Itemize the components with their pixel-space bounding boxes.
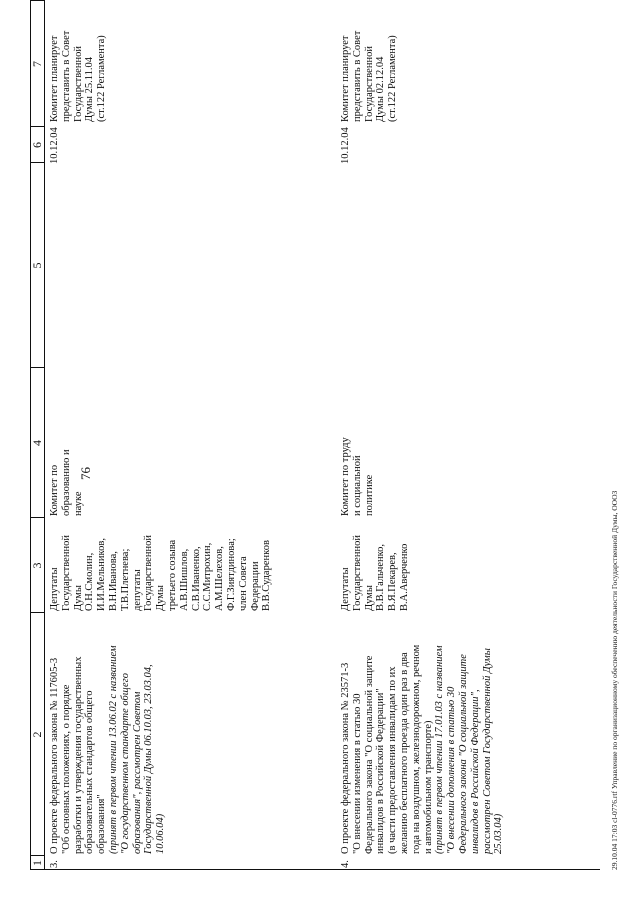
bill-title-line: "О внесении изменения в статью 30 — [351, 693, 363, 854]
author-line: депутаты — [131, 569, 143, 611]
status-note — [340, 31, 399, 122]
column-header-6: 6 — [30, 142, 44, 148]
committee-line: образованию и — [60, 449, 72, 516]
committee-line: и социальной — [351, 455, 363, 516]
bill-title-line: О проекте федерального закона № 23571-3 — [340, 662, 351, 854]
author-line: С.С.Митрохин, — [202, 542, 214, 611]
committee-line: науке — [72, 491, 84, 516]
bill-note-line: 25.03.04) — [493, 813, 505, 854]
table-left-border — [30, 869, 600, 870]
bill-note-line: рассмотрен Советом Государственной Думы — [481, 648, 493, 854]
bill-note-line: Государственной Думы 06.10.03, 23.03.04, — [143, 664, 155, 854]
author-line: Депутаты — [340, 567, 351, 611]
author-line: Думы — [363, 585, 375, 611]
status-line: Думы 02.12.04 — [375, 56, 387, 122]
status-line: Комитет планирует — [340, 35, 351, 122]
author-line: Депутаты — [49, 567, 60, 611]
bill-note-line: (принят в первом чтении 17.01.03 с названием — [434, 645, 446, 854]
status-line: Государственной — [72, 46, 84, 122]
responsible-committee — [49, 449, 84, 516]
bill-title-line: (в части предоставления инвалидам по их — [387, 666, 399, 854]
page-number: 76 — [78, 467, 93, 480]
bill-note-line: 10.06.04) — [155, 813, 167, 854]
committee-line: политике — [363, 474, 375, 516]
review-date: 10.12.04 — [340, 127, 351, 164]
bill-title-line: желанию бесплатного проезда один раз в два — [398, 652, 410, 854]
column-header-4: 4 — [30, 440, 44, 446]
column-header-5: 5 — [30, 262, 44, 269]
author-line: В.В.Гальченко, — [375, 543, 387, 611]
status-line: (ст.122 Регламента) — [96, 35, 108, 122]
author-line: А.М.Шелехов, — [214, 546, 226, 611]
table — [30, 0, 600, 870]
author-line: Думы — [72, 585, 84, 611]
column-header-3: 3 — [30, 562, 44, 569]
column-header-1: 1 — [30, 860, 44, 866]
author-line: В.А.Аверченко — [398, 543, 410, 611]
author-line: Государственной — [143, 535, 155, 611]
bill-title-line: образования" — [96, 794, 108, 854]
author-line: И.И.Мельников, — [96, 538, 108, 611]
bill-title-line: Федерального закона "О социальной защите — [363, 655, 375, 854]
column-header-2: 2 — [30, 731, 44, 738]
status-line: Государственной — [363, 46, 375, 122]
author-line: Ф.Г.Зиятдинова; — [225, 538, 237, 611]
status-line: Думы 25.11.04 — [84, 57, 96, 122]
author-line: Государственной — [60, 535, 72, 611]
status-line: (ст.122 Регламента) — [387, 35, 399, 122]
bill-title-line: О проекте федерального закона № 117605-3 — [49, 657, 60, 854]
status-line: Комитет планирует — [49, 35, 60, 122]
bill-title-line: образовательных стандартов общего — [84, 690, 96, 854]
author-line: О.Н.Смолин, — [84, 552, 96, 611]
author-line: Т.В.Плетнева; — [119, 548, 131, 611]
bill-note-line: Федерального закона "О социальной защите — [457, 654, 469, 854]
bill-title-line: инвалидов в Российской Федерации" — [375, 688, 387, 854]
status-line: представить в Совет — [351, 30, 363, 122]
author-line: член Совета — [237, 556, 249, 611]
author-line: В.В.Сударенков — [261, 540, 273, 611]
bill-title — [340, 645, 505, 854]
bill-note-line: образования", рассмотрен Советом — [131, 691, 143, 854]
row-number: 3. — [49, 860, 60, 868]
document-footer: 29.10.04 17:03 cl-0776.rtf Управление по организационному обеспечению деятельности Государственной Думы, ООО3 — [610, 490, 619, 870]
responsible-committee — [340, 437, 375, 516]
author-line: В.Н.Иванова, — [107, 551, 119, 611]
bill-title-line: и автомобильном транспорте) — [422, 720, 434, 854]
bill-title — [49, 645, 167, 854]
column-header-7: 7 — [30, 61, 44, 67]
author-line: А.В.Шишлов, — [178, 548, 190, 611]
author-line: Федерации — [249, 561, 261, 611]
author-line: Государственной — [351, 535, 363, 611]
row-number: 4. — [340, 860, 351, 868]
author-line: В.Я.Пекарев, — [387, 552, 399, 611]
committee-line: Комитет по — [49, 464, 60, 516]
bill-note-line: "О внесении дополнения в статью 30 — [446, 686, 458, 854]
bill-note-line: "О государственном стандарте общего — [119, 672, 131, 854]
status-note — [49, 31, 108, 122]
bill-authors — [340, 535, 411, 611]
bill-title-line: "Об основных положениях, о порядке — [60, 684, 72, 854]
bill-title-line: года на воздушном, железнодорожном, речном — [410, 644, 422, 854]
author-line: С.В.Иваненко, — [190, 546, 202, 611]
bill-note-line: (принят в первом чтении 13.06.02 с названием — [107, 645, 119, 854]
author-line: Думы — [155, 585, 167, 611]
bill-authors — [49, 535, 273, 611]
author-line: третьего созыва — [166, 539, 178, 611]
bill-title-line: разработки и утверждения государственных — [72, 656, 84, 854]
bill-note-line: инвалидов в Российской Федерации", — [469, 689, 481, 854]
status-line: представить в Совет — [60, 30, 72, 122]
review-date: 10.12.04 — [49, 127, 60, 164]
committee-line: Комитет по труду — [340, 437, 351, 516]
